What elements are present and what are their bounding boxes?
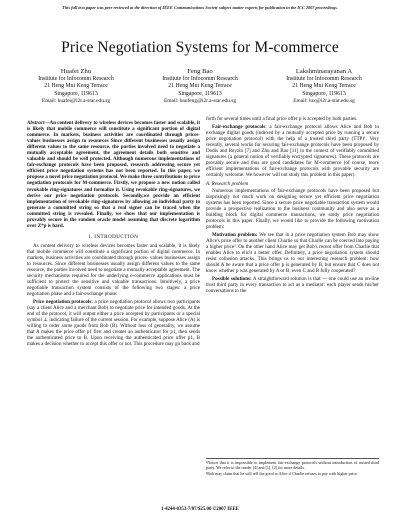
paragraph-text: A straightforward solution is that — one could use an on-line trust third party in every transaction to act as a mediator: each player sends his/her conversations to the bbox=[206, 275, 380, 295]
right-column bbox=[206, 116, 379, 296]
paragraph-solutions bbox=[206, 276, 379, 294]
footnote: ²Bob may claim that he will sell the good to Alice if Charlie refuses to pay with higher price. bbox=[206, 470, 358, 476]
review-banner: This full text paper was peer reviewed at the direction of IEEE Communications Society subject matter experts for publication in the ICC 2007 proceedings. bbox=[62, 5, 338, 10]
author-3 bbox=[262, 68, 386, 106]
subsection-heading: A. Research problem bbox=[206, 181, 249, 188]
run-in-heading: Possible solutions: bbox=[212, 275, 252, 282]
paragraph-text: a price negotiation protocol allows two participants (say a client Alice and a merchant Bob) to negotiate price for intended goods. At the end of the protocol, it will output either a price accepted by participants or a special symbol ⊥ indicating failure of the current session. For example, suppose Alice (A) is willing to order some goods from Bob (B). Without loss of generality, we assume that A makes the price offer p1 first and creates an authenticator for p1, then sends the authenticated price to B. Upon receiving the authenticated price offer p1, B makes a decision whether to accept this offer or not. This procedure may go back and bbox=[27, 298, 200, 348]
author-affiliation: Institute for Infocomm Research bbox=[286, 76, 362, 82]
paragraph-text: We see that in a price negotiation system Bob may show Alice's price offer to another client Charlie so that Charlie can be coerced into paying a higher price². On the other hand Alice may get Bob's recent offer from Charlie that enables Alice to elicit a better offer. Definitely, a price negotiation system should resist collusion attacks. This brings us to our interesting research problem: how should A be aware that a price offer p is generated by B, but ensure that C does not know whether p was generated by A or B, even C and B fully cooperated? bbox=[206, 232, 379, 275]
author-address: 21 Heng Mui Keng Terrace bbox=[44, 83, 108, 90]
abstract bbox=[27, 120, 200, 229]
paper-title: Price Negotiation Systems for M-commerce bbox=[61, 39, 339, 56]
copyright-line: 1-4244-0353-7/07/$25.00 ©2007 IEEE bbox=[161, 507, 239, 512]
author-name: Lakshminarayanan A bbox=[295, 68, 353, 75]
footnote: ¹Notice that it is impossible to implement fair-exchange protocols without introduction of trusted third party. We refer to the reader [4] and [1], [2] for more details. bbox=[206, 460, 379, 470]
author-affiliation: Institute for Infocomm Research bbox=[162, 76, 238, 82]
author-address: 21 Heng Mui Keng Terrace bbox=[292, 83, 356, 90]
intro-paragraph: As content delivery to wireless devices becomes faster and scalable, it is likely that mobile commerce will constitute a significant portion of digital commerce. In markets, business activities are coordinated through prices- values businesses assign to resources. Since different businesses usually assign different values to the same resource, the parties involved need to negotiate a mutually acceptable agreement. The security mechanisms required for the underlying e-commerce applications must be sufficient to protect the sensitive and valuable transactions. Intuitively, a price negotiable transaction system consists of the following two stages: a price negotiation phase and a fair-exchange phase: bbox=[27, 242, 200, 298]
author-address: 21 Heng Mui Keng Terrace bbox=[168, 83, 232, 90]
author-name: Feng Bao bbox=[187, 68, 213, 75]
paragraph-motivation bbox=[206, 232, 379, 274]
author-email: Email: huafei@i2r.a-star.edu.sg bbox=[41, 98, 111, 105]
paragraph-text: : a fair-exchange protocol allows Alice and Bob to exchange digital goods (indexed by a mutually accepted price by running a secure price negotiation protocol) with the help of a trusted third party (TTP)¹. Very recently, several works for securing fair-exchange protocols have been proposed by Dodis and Reyzin [7] and Zhu and Bao [11] in the context of verifiably committed signatures (a general notion of verifiably encrypted signatures). These protocols are provably secure and thus are good candidates for M-commerce (of course, more efficient implementations of fair-exchange protocols with provable security are certainly welcome. We however will not study this problem in this paper). bbox=[206, 123, 379, 179]
intro-paragraph-price-negotiation bbox=[27, 299, 200, 347]
paragraph-fair-exchange bbox=[206, 124, 379, 178]
author-1 bbox=[14, 68, 138, 106]
author-block bbox=[14, 68, 386, 104]
author-affiliation: Institute for Infocomm Research bbox=[38, 76, 114, 82]
section-heading-introduction: I. INTRODUCTION bbox=[88, 233, 139, 240]
footnotes bbox=[206, 458, 379, 478]
author-city: Singapore, 119613 bbox=[302, 90, 346, 97]
paragraph: Numerous implementations of fair-exchange protocols have been proposed but surprisingly not much work on designing secure yet efficient price negotiation systems has been reported. Since a secure price negotiable transaction system would provide a prospective realization to the business community and also serve as a building block for digital commerce transactions, we study price negotiation protocols in this paper. Finally, we would like to provide the following motivation problem: bbox=[206, 188, 379, 231]
abstract-text: —An content delivery to wireless devices becomes faster and scalable, it is likely that mobile commerce will constitute a significant portion of digital commerce. In markets, business activities are coordinated through prices- values businesses assign to resources Since different businesses usually assign different values to the same resource, the parties involved need to negotiate a mutually acceptable agreement, the agreement details both sensitive and valuable and should be well protected. Although numerous implementations of fair-exchange protocols have been proposed, research addressing secure yet efficient price negotiation systems has not been reported. In this paper, we propose a novel price negotiation protocol. We make three contributions to price negotiation protocols for M-commerce. Firstly, we propose a new notion called revokable ring-signatures and formalize it. Using revokable ring-signatures, we derive our price negotiation protocols. Secondly,we provide an efficient implementation of revokable ring-signatures by allowing an individual party to generate a committed string so that a real signer can be traced when the committed string is revealed. Finally, we show that our implementation is provably secure in the random oracle model assuming that discrete logarithm over Z*p is hard. bbox=[27, 120, 200, 229]
author-email: Email: baofeng@i2r.a-star.edu.sg bbox=[163, 98, 237, 105]
left-column bbox=[27, 120, 200, 349]
author-name: Huafei Zhu bbox=[60, 68, 92, 75]
author-2 bbox=[138, 68, 262, 106]
author-city: Singapore, 119613 bbox=[178, 90, 222, 97]
abstract-label: Abstract bbox=[27, 120, 45, 126]
run-in-heading: Fair-exchange protocols bbox=[212, 123, 266, 130]
run-in-heading: Price negotiation protocols: bbox=[33, 298, 93, 305]
run-in-heading: Motivation problem: bbox=[212, 232, 258, 239]
author-email: Email: lux@i2r.a-star.edu.sg bbox=[293, 98, 355, 105]
author-city: Singapore, 119613 bbox=[54, 90, 98, 97]
paragraph: forth for several times until a final price offer p is accepted by both parties. bbox=[206, 116, 358, 122]
